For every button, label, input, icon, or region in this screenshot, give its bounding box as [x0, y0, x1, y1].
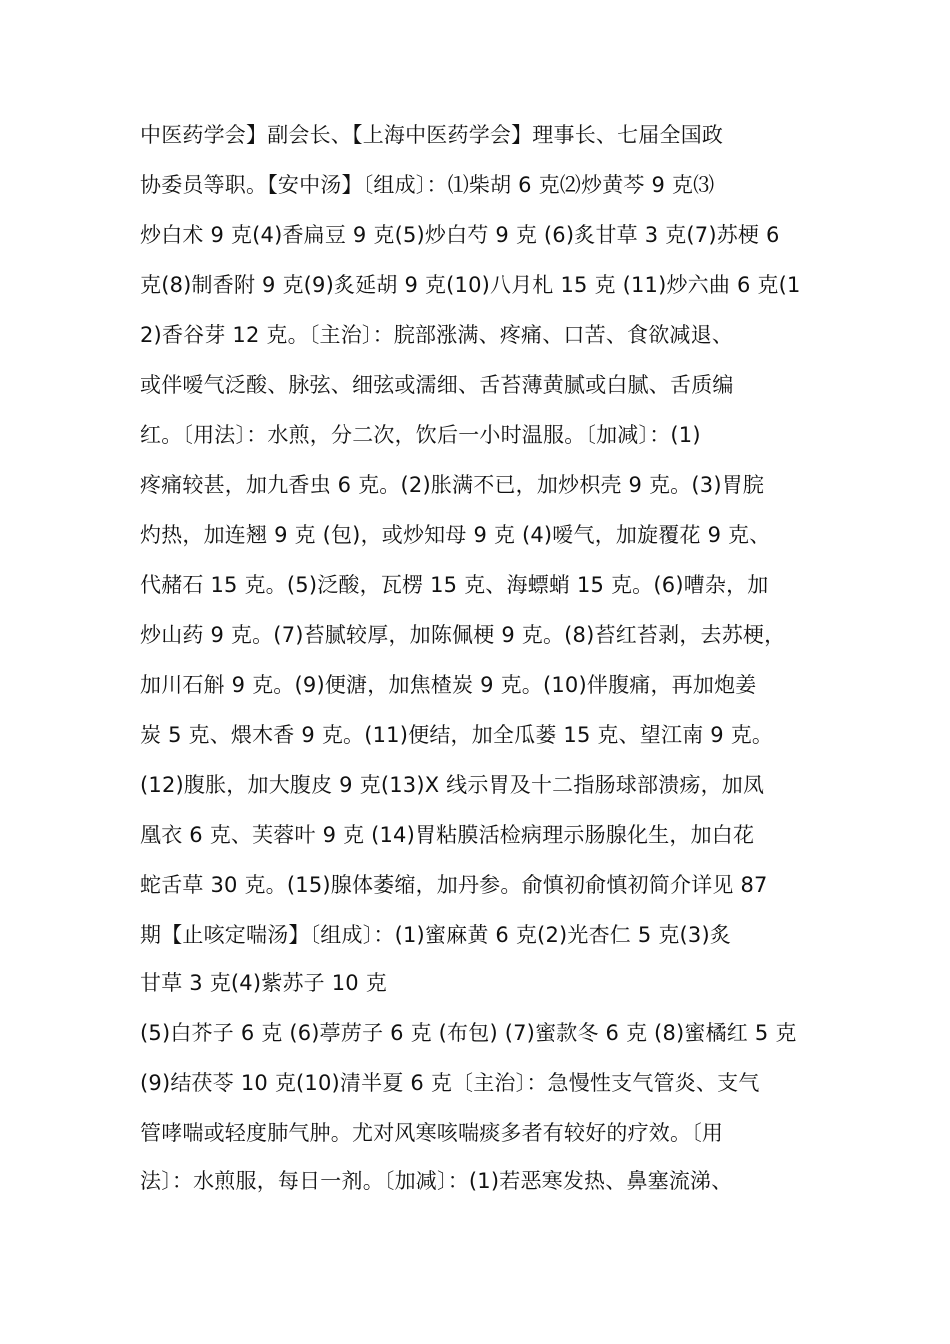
text-line: 甘草 3 克(4)紫苏子 10 克: [140, 971, 387, 995]
text-line: (12)腹胀，加大腹皮 9 克(13)X 线示胃及十二指肠球部溃疡，加凤: [140, 773, 765, 797]
text-line: 炒白术 9 克(4)香扁豆 9 克(5)炒白芍 9 克 (6)炙甘草 3 克(7)苏梗 6: [140, 223, 780, 247]
text-line: 炒山药 9 克。(7)苔腻较厚，加陈佩梗 9 克。(8)苔红苔剥，去苏梗，: [140, 623, 786, 647]
text-line: 代赭石 15 克。(5)泛酸，瓦楞 15 克、海螵蛸 15 克。(6)嘈杂，加: [140, 573, 769, 597]
text-line: 凰衣 6 克、芙蓉叶 9 克 (14)胃粘膜活检病理示肠腺化生，加白花: [140, 823, 755, 847]
text-line: 期【止咳定喘汤】〔组成〕：(1)蜜麻黄 6 克(2)光杏仁 5 克(3)炙: [140, 923, 732, 947]
text-line: 法〕：水煎服，每日一剂。〔加减〕：(1)若恶寒发热、鼻塞流涕、: [140, 1169, 733, 1193]
text-line: 红。〔用法〕：水煎，分二次，饮后一小时温服。〔加减〕：(1): [140, 423, 701, 447]
text-line: 或伴嗳气泛酸、脉弦、细弦或濡细、舌苔薄黄腻或白腻、舌质编: [140, 373, 734, 397]
text-line: (9)结茯苓 10 克(10)清半夏 6 克〔主治〕：急慢性支气管炎、支气: [140, 1071, 760, 1095]
text-line: 克(8)制香附 9 克(9)炙延胡 9 克(10)八月札 15 克 (11)炒六曲 6 克(1: [140, 273, 801, 297]
text-line: 疼痛较甚，加九香虫 6 克。(2)胀满不已，加炒枳壳 9 克。(3)胃脘: [140, 473, 765, 497]
text-line: 加川石斛 9 克。(9)便溏，加焦楂炭 9 克。(10)伴腹痛，再加炮姜: [140, 673, 757, 697]
text-line: (5)白芥子 6 克 (6)葶苈子 6 克 (布包) (7)蜜款冬 6 克 (8)蜜橘红 5 克: [140, 1021, 797, 1045]
text-line: 2)香谷芽 12 克。〔主治〕：脘部涨满、疼痛、口苦、食欲减退、: [140, 323, 734, 347]
text-line: 中医药学会】副会长、【上海中医药学会】理事长、七届全国政: [140, 123, 724, 147]
text-line: 炭 5 克、煨木香 9 克。(11)便结，加全瓜蒌 15 克、望江南 9 克。: [140, 723, 774, 747]
text-line: 灼热，加连翘 9 克 (包)，或炒知母 9 克 (4)嗳气，加旋覆花 9 克、: [140, 523, 771, 547]
text-line: 蛇舌草 30 克。(15)腺体萎缩，加丹参。俞慎初俞慎初简介详见 87: [140, 873, 768, 897]
text-line: 管哮喘或轻度肺气肿。尤对风寒咳喘痰多者有较好的疗效。〔用: [140, 1121, 724, 1145]
text-line: 协委员等职。【安中汤】〔组成〕：⑴柴胡 6 克⑵炒黄芩 9 克⑶: [140, 173, 715, 197]
